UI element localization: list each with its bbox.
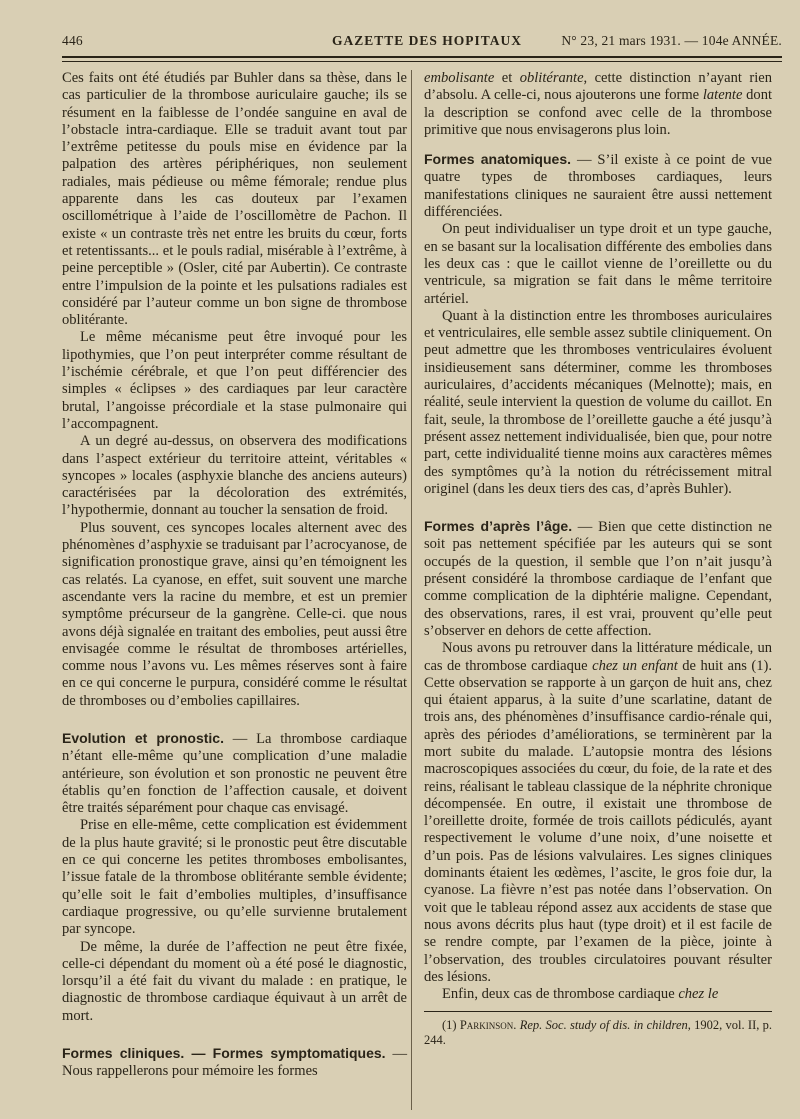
text-run: Enfin, deux cas de thrombose cardiaque (442, 986, 679, 1003)
header-rule (62, 56, 782, 62)
section-heading: Formes cliniques. — Formes symptomatiques. (62, 1045, 386, 1062)
text-run: de huit ans (1). Cette observation se rapporte à un garçon de huit ans, chez qui étaient apparus, à la suite d’une scarlatine, datant de trois ans, des phénomènes d’insuffisance cardio-rénale qui, après des périodes d’améliorations, se terminèrent par la mort subite du malade. L’autopsie montra des lésions macroscopiques associées du cœur, du foie, de la rate et des reins, réalisant le tableau classique de la néphrite chronique décompensée. En outre, il existait une thrombose de l’oreillette droite, formée de trois caillots pédiculés, ayant respectivement le volume d’une noix, d’une noisette et d’un pois. Pas de lésions valvulaires. Les signes cliniques dominants étaient les œdèmes, l’ascite, le gros foie dur, la cyanose. La fièvre n’est pas notée dans l’observation. On voit que le tableau répond assez aux accidents de stase que nous avons décrits plus haut (type droit) et il est facile de se rendre compte, par l’examen de la pièce, jointe à l’observation, des troubles circulatoires pouvant résulter des lésions. (424, 657, 772, 985)
paragraph: Ces faits ont été étudiés par Buhler dans sa thèse, dans le cas particulier de la thrombose auriculaire gauche; ils se résument en la faiblesse de l’ondée sanguine en aval de l’obstacle intra-cardiaque. Elle se traduit avant tout par l’extrême petitesse du pouls mise en évidence par la palpation des artères périphériques, non seulement radiales, mais pédieuse ou même fémorale; rendue plus apparente dans les cas douteux par l’examen oscillométrique à l’aide de l’oscillomètre de Pachon. Il existe « un contraste très net entre les bruits du cœur, forts et retentissants... et le pouls radial, misérable à l’extrême, à peine perceptible » (Osler, cité par Aubertin). Ce contraste entre l’impulsion de la pointe et les pulsations radiales est considéré par l’auteur comme un bon signe de thrombose oblitérante. (62, 70, 407, 329)
italic-term: oblitérante (519, 70, 584, 86)
running-header (62, 33, 782, 55)
column-divider (411, 70, 412, 1110)
section-heading: Evolution et pronostic. (62, 729, 224, 746)
text-run: , cette distinction n’ayant rien d’absolu. A celle-ci, nous ajouterons une forme (424, 70, 772, 104)
paragraph: A un degré au-dessus, on observera des modifications dans l’aspect extérieur du territoire atteint, véritables « syncopes » locales (asphyxie blanche des anciens auteurs) caractérisées par la décoloration des extrémités, l’hypothermie, donnant au toucher la sensation de froid. (62, 433, 407, 519)
section-formes-anatomiques (424, 151, 772, 221)
paragraph-text: — Bien que cette distinction ne soit pas nettement spécifiée par les auteurs qui se sont occupés de la question, il semble que l’on n’ait jusqu’à présent considéré la thrombose cardiaque de l’enfant que comme complication de la diphtérie maligne. Cependant, des observations, rares, il est vrai, prouvent qu’elle peut s’observer en dehors de cette affection. (424, 519, 772, 639)
section-heading: Formes anatomiques. (424, 151, 572, 168)
paragraph: Plus souvent, ces syncopes locales alternent avec des phénomènes d’asphyxie se traduisant par l’acrocyanose, de signification pronostique grave, ainsi qu’en témoignent les cas relatés. La cyanose, en effet, suit souvent une marche ascendante vers la racine du membre, et est un premier symptôme précurseur de la gangrène. Celle-ci. que nous avons déjà signalée en traitant des embolies, peut aussi être envisagée comme le résultat de thromboses artérielles, comme nous l’avons vu. Les mêmes réserves sont à faire en ce qui concerne le purpura, considéré comme le résultat de thromboses ou d’embolies capillaires. (62, 519, 407, 709)
footnote-rule (424, 1011, 772, 1012)
paragraph (424, 640, 772, 986)
paragraph: Quant à la distinction entre les thromboses auriculaires et ventriculaires, elle semble assez subtile cliniquement. On peut admettre que les thromboses ventriculaires évoluent insidieusement sans déterminer, comme les thromboses auriculaires, d’accidents mécaniques (Melnotte); mais, en réalité, seule intervient la question de volume du caillot. En fait, seule, la thrombose de l’oreillette gauche a été jusqu’à présent assez nettement individualisée, bien que, pour notre part, cette individualité tienne moins aux caractères mêmes des symptômes qu’à la notion du rétrécissement mitral originel (dans les deux tiers des cas, d’après Buhler). (424, 307, 772, 497)
italic-term: latente (702, 87, 743, 104)
right-column (424, 70, 772, 1048)
paragraph-text: — Nous rappellerons pour mémoire les formes (62, 1046, 407, 1080)
paragraph (424, 70, 772, 139)
italic-term: chez un enfant (592, 657, 678, 674)
italic-term: embolisante (424, 70, 495, 86)
text-run: , 1902, vol. II, p. 244. (424, 1018, 772, 1048)
paragraph: On peut individualiser un type droit et un type gauche, en se basant sur la localisation différente des embolies dans les deux cas : que le caillot vienne de l’oreillette ou du ventricule, sa migration se fait dans le même territoire artériel. (424, 221, 772, 307)
paragraph: Le même mécanisme peut être invoqué pour les lipothymies, que l’on peut interpréter comme résultant de l’ischémie cérébrale, et que l’on peut différencier des simples « éclipses » des cardiaques par leur caractère brutal, l’angoisse précordiale et la stase pulmonaire qui l’accompagnent. (62, 329, 407, 432)
left-column (62, 70, 407, 1081)
paragraph (424, 986, 772, 1003)
footnote-author: Parkinson. (459, 1018, 517, 1033)
footnote (424, 1018, 772, 1048)
paragraph-text: — S’il existe à ce point de vue quatre types de thromboses cardiaques, leurs manifestations cliniques ne sauraient être aussi nettement différenciées. (424, 152, 773, 221)
paragraph-text: — La thrombose cardiaque n’étant elle-même qu’une complication d’une maladie antérieure, son évolution et son pronostic ne peuvent être établis qu’en fonction de l’affection causale, et doivent être traités séparément pour chaque cas envisagé. (62, 730, 407, 817)
page-number: 446 (62, 33, 83, 48)
text-run: dont la description se confond avec celle de la thrombose primitive que nous envisagerons plus loin. (424, 87, 773, 138)
journal-title: GAZETTE DES HOPITAUX (332, 33, 523, 48)
section-heading: Formes d’après l’âge. (424, 518, 573, 535)
paragraph: Prise en elle-même, cette complication est évidemment de la plus haute gravité; si le pronostic peut être discutable en ce qui concerne les petites thromboses embolisantes, l’issue fatale de la thrombose oblitérante semble évidente; qu’elle soit le fait d’embolies multiples, d’insuffisance cardiaque progressive, ou qu’elle survienne brutalement par syncope. (62, 817, 407, 938)
section-formes-age (424, 518, 772, 640)
footnote-source: Rep. Soc. study of dis. in children (519, 1018, 688, 1033)
text-run: et (494, 70, 520, 86)
footnote-number: (1) (442, 1018, 460, 1033)
italic-term: chez le (678, 986, 719, 1003)
section-formes-cliniques (62, 1045, 407, 1081)
paragraph: De même, la durée de l’affection ne peut être fixée, celle-ci dépendant du moment où a été posé le diagnostic, lorsqu’il a été fait du vivant du malade : en pratique, le diagnostic de thrombose cardiaque équivaut à un arrêt de mort. (62, 938, 407, 1024)
issue-info: N° 23, 21 mars 1931. — 104e ANNÉE. (561, 33, 782, 48)
text-run: Nous avons pu retrouver dans la littérature médicale, un cas de thrombose cardiaque (424, 640, 772, 674)
section-evolution (62, 730, 407, 817)
